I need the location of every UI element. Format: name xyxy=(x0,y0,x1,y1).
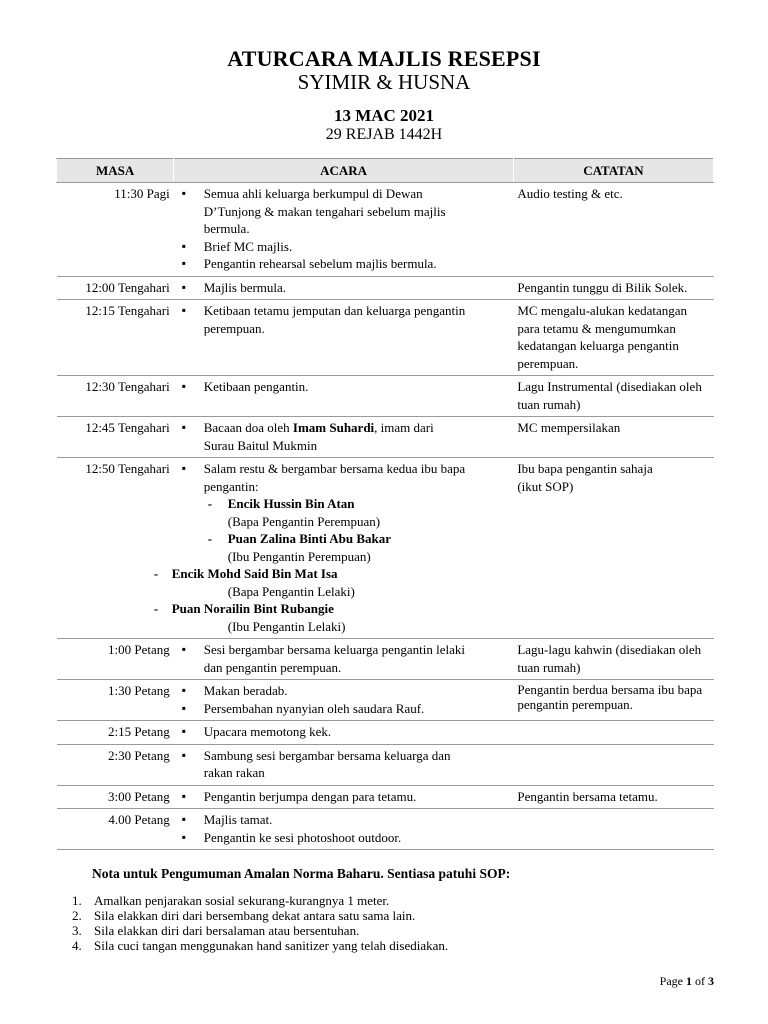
note-cell: Pengantin berdua bersama ibu bapa pengantin perempuan. xyxy=(513,680,713,721)
activity-cell xyxy=(174,809,514,850)
activity-cell xyxy=(174,721,514,745)
table-row xyxy=(57,183,714,277)
notes-title: Nota untuk Pengumuman Amalan Norma Baharu. Sentiasa patuhi SOP: xyxy=(92,866,511,881)
table-row xyxy=(57,458,714,639)
time-cell: 2:15 Petang xyxy=(57,721,174,745)
time-cell: 4.00 Petang xyxy=(57,809,174,850)
note-cell xyxy=(513,721,713,745)
note-cell: Ibu bapa pengantin sahaja (ikut SOP) xyxy=(513,458,713,639)
time-cell: 12:30 Tengahari xyxy=(57,376,174,417)
parent-name: - Encik Hussin Bin Atan xyxy=(178,495,510,513)
page-number: Page 1 of 3 xyxy=(659,974,714,988)
list-item: ▪ Ketibaan tetamu jemputan dan keluarga pengantin perempuan. xyxy=(178,302,510,337)
list-item: ▪ Pengantin rehearsal sebelum majlis bermula. xyxy=(178,255,510,273)
time-cell: 12:15 Tengahari xyxy=(57,300,174,376)
list-item: ▪ Brief MC majlis. xyxy=(178,238,510,256)
list-item: 1. Amalkan penjarakan sosial sekurang-kurangnya 1 meter. xyxy=(72,893,390,908)
table-row xyxy=(57,744,714,785)
activity-cell xyxy=(171,458,514,639)
schedule-table xyxy=(56,158,714,850)
hijri-date: 29 REJAB 1442H xyxy=(325,126,443,143)
header-acara: ACARA xyxy=(174,159,514,183)
table-row xyxy=(57,639,714,680)
activity-cell xyxy=(174,639,514,680)
parent-role: (Ibu Pengantin Lelaki) xyxy=(227,618,346,634)
table-row xyxy=(57,680,714,721)
activity-cell xyxy=(174,680,514,721)
time-cell: 12:45 Tengahari xyxy=(57,417,174,458)
list-item: 2. Sila elakkan diri dari bersembang dekat antara satu sama lain. xyxy=(72,908,416,923)
note-cell: MC mengalu-alukan kedatangan para tetamu & mengumumkan kedatangan keluarga pengantin perempuan. xyxy=(513,300,713,376)
table-header-row xyxy=(57,159,714,183)
imam-name: Imam Suhardi xyxy=(292,420,375,435)
notes-list xyxy=(72,893,672,953)
time-cell: 1:30 Petang xyxy=(57,680,174,721)
table-row xyxy=(57,785,714,809)
note-cell: Pengantin tunggu di Bilik Solek. xyxy=(513,276,713,300)
note-cell: Pengantin bersama tetamu. xyxy=(513,785,713,809)
activity-cell xyxy=(174,744,514,785)
activity-cell xyxy=(174,785,514,809)
note-cell: Audio testing & etc. xyxy=(513,183,713,277)
list-item: ▪ Majlis tamat. xyxy=(178,811,510,829)
activity-cell xyxy=(174,417,514,458)
list-item: 4. Sila cuci tangan menggunakan hand sanitizer yang telah disediakan. xyxy=(72,938,449,953)
list-item: ▪ Salam restu & bergambar bersama kedua ibu bapa pengantin: xyxy=(178,460,510,495)
activity-cell xyxy=(174,376,514,417)
parent-role: (Bapa Pengantin Perempuan) xyxy=(227,513,381,529)
parent-name: - Encik Mohd Said Bin Mat Isa xyxy=(154,565,510,583)
list-item: ▪ Majlis bermula. xyxy=(178,279,510,297)
note-cell: Lagu-lagu kahwin (disediakan oleh tuan rumah) xyxy=(513,639,713,680)
table-row xyxy=(57,276,714,300)
activity-cell xyxy=(174,183,514,277)
list-item: ▪ Bacaan doa oleh Imam Suhardi, imam dari Surau Baitul Mukmin xyxy=(178,419,510,454)
parent-role: (Bapa Pengantin Lelaki) xyxy=(227,583,355,599)
list-item: ▪ Ketibaan pengantin. xyxy=(178,378,510,396)
note-cell xyxy=(513,744,713,785)
table-row xyxy=(57,300,714,376)
time-cell: 3:00 Petang xyxy=(57,785,174,809)
event-date: 13 MAC 2021 xyxy=(333,106,435,125)
time-cell: 11:30 Pagi xyxy=(57,183,174,277)
note-cell: Lagu Instrumental (disediakan oleh tuan rumah) xyxy=(513,376,713,417)
activity-cell xyxy=(174,276,514,300)
activity-cell xyxy=(174,300,514,376)
time-cell: 12:00 Tengahari xyxy=(57,276,174,300)
table-row xyxy=(57,376,714,417)
header-catatan: CATATAN xyxy=(513,159,713,183)
parent-name: - Puan Norailin Bint Rubangie xyxy=(154,600,510,618)
list-item: ▪ Sesi bergambar bersama keluarga pengantin lelaki dan pengantin perempuan. xyxy=(178,641,510,676)
list-item: ▪ Pengantin ke sesi photoshoot outdoor. xyxy=(178,829,510,847)
time-cell: 1:00 Petang xyxy=(57,639,174,680)
list-item: ▪ Pengantin berjumpa dengan para tetamu. xyxy=(178,788,510,806)
time-cell: 2:30 Petang xyxy=(57,744,174,785)
table-row xyxy=(57,721,714,745)
list-item: 3. Sila elakkan diri dari bersalaman atau bersentuhan. xyxy=(72,923,360,938)
list-item: ▪ Semua ahli keluarga berkumpul di Dewan D’Tunjong & makan tengahari sebelum majlis bermula. xyxy=(178,185,510,238)
table-row xyxy=(57,809,714,850)
document-title: ATURCARA MAJLIS RESEPSI xyxy=(227,46,541,71)
parent-role: (Ibu Pengantin Perempuan) xyxy=(227,548,371,564)
time-cell: 12:50 Tengahari xyxy=(57,458,174,639)
couple-names: SYIMIR & HUSNA xyxy=(297,70,471,94)
parent-name: - Puan Zalina Binti Abu Bakar xyxy=(178,530,510,548)
note-cell xyxy=(513,809,713,850)
table-row xyxy=(57,417,714,458)
list-item: ▪ Persembahan nyanyian oleh saudara Rauf. xyxy=(178,700,510,718)
note-cell: MC mempersilakan xyxy=(513,417,713,458)
header-masa: MASA xyxy=(57,159,174,183)
list-item: ▪ Upacara memotong kek. xyxy=(178,723,510,741)
list-item: ▪ Makan beradab. xyxy=(178,682,510,700)
list-item: ▪ Sambung sesi bergambar bersama keluarga dan rakan rakan xyxy=(178,747,510,782)
